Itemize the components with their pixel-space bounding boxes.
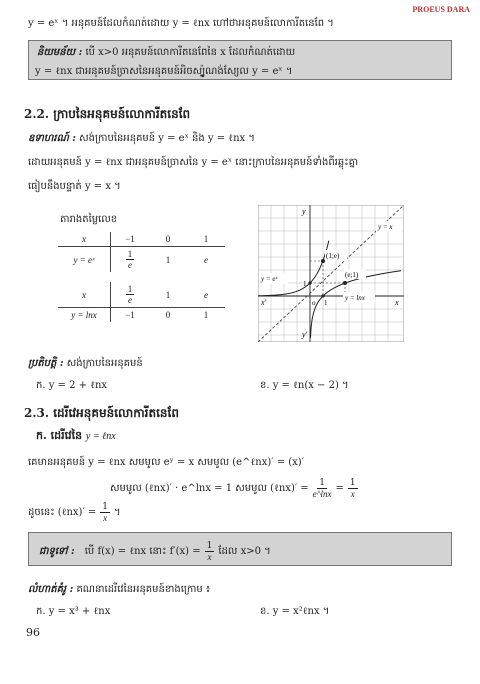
section-2-3-heading: [24, 405, 179, 423]
table-cell: −1: [125, 234, 135, 244]
table-cell: 1: [203, 310, 209, 320]
exercise-label: ប្រតិបត្តិ :: [28, 358, 64, 369]
paragraph-line: ធៀបនឹងបន្ទាត់ y = x ។: [28, 181, 121, 192]
label-y-axis: y: [302, 207, 306, 216]
exercise-item-b: ខ. y = x²ℓnx ។: [260, 606, 330, 617]
exercise-label: លំហាត់គំរូ :: [28, 584, 74, 595]
table-cell: 0: [165, 310, 171, 320]
label-x-prime: x': [261, 298, 267, 307]
point-e-1: [343, 281, 347, 285]
label-one-x: 1: [324, 299, 328, 307]
table-cell: −1: [125, 310, 135, 320]
intro-line: y = eˣ ។ អនុគមន៍ដែលកំណត់ដោយ y = ℓnx ហៅថាអនុគមន៍លោការីតនេពែ ។: [28, 18, 334, 29]
brand-header: PROEUS DARA: [412, 5, 470, 14]
value-table-exp: [58, 232, 225, 272]
definition-box: [28, 40, 452, 80]
exercise-item-a: ក. y = x³ + ℓnx: [36, 606, 111, 617]
function-graph: [258, 205, 404, 342]
point-1-e: [321, 259, 325, 263]
table-cell: x: [58, 232, 111, 247]
label-point-1-e: (1;e): [326, 252, 340, 260]
label-one-y: 1: [303, 280, 307, 288]
subheading-a: ក. ដេរីវេនៃ y = ℓnx: [36, 429, 116, 442]
exercise-text: សង់ក្រាបនៃអនុគមន៍: [66, 358, 143, 369]
section-title: ដេរីវេអនុគមន៍លោការីតនេពែ: [53, 406, 179, 420]
definition-line2: y = ℓnx ជាអនុគមន៍ច្រាសនៃអនុគមន៍អិចស្ប៉ូណង់ស្យែល y = eˣ ។: [35, 66, 293, 77]
derivation-line: គេមានអនុគមន៍ y = ℓnx សមមូល eʸ = x សមមូល (e^ℓnx)′ = (x)′: [28, 457, 304, 468]
table-cell: 0: [165, 234, 171, 244]
conclusion-line: ដូចនេះ (ℓnx)′ = $\frac{1}{x}$ ។: [28, 502, 121, 523]
section-title: ក្រាបនៃអនុគមន៍លោការីតនេពែ: [53, 107, 191, 121]
table-cell: x: [58, 282, 111, 308]
theorem-label: ជាទូទៅ :: [39, 546, 75, 557]
exercise-item-b: ខ. y = ℓn(x − 2) ។: [260, 380, 349, 391]
table-cell: y = eˣ: [58, 247, 111, 273]
label-y-prime: y': [302, 330, 308, 339]
paragraph-line: ដោយអនុគមន៍ y = ℓnx ជាអនុគមន៍ច្រាសនៃ y = eˣ នោះក្រាបនៃអនុគមន៍ទាំងពីរឆ្លុះគ្នា: [28, 157, 359, 168]
section-2-2-heading: [24, 106, 190, 124]
theorem-box: ជាទូទៅ : បើ f(x) = ℓnx នោះ f′(x) = $\frac{1}{x}$ ដែល x>0 ។: [28, 532, 452, 566]
table-caption: តារាងតម្លៃលេខ: [60, 214, 118, 225]
theorem-text: បើ f(x) = ℓnx នោះ f′(x) =: [84, 546, 201, 557]
value-table-ln: [58, 282, 225, 322]
label-y-equals-x: y = x: [378, 223, 393, 231]
exercise-text: គណនាដេរីវេនៃអនុគមន៍ខាងក្រោម ៖: [76, 584, 211, 595]
section-number: 2.3.: [24, 406, 50, 420]
table-cell: 1: [165, 254, 171, 265]
derivation-line: សមមូល (ℓnx)′ · e^lnx = 1 សមមូល (ℓnx)′ = $\frac{1}{e\^{}\ln x}$ = $\frac{1}{x}$: [110, 478, 356, 499]
example-text: សង់ក្រាបនៃអនុគមន៍ y = eˣ និង y = ℓnx ។: [79, 133, 255, 144]
definition-label: និយមន័យ :: [37, 47, 83, 58]
label-x-axis: x: [395, 298, 399, 307]
table-cell: 1: [203, 234, 209, 244]
label-origin: o: [312, 299, 316, 307]
label-point-e-1: (e;1): [345, 271, 359, 279]
label-exp: y = eˣ: [261, 275, 278, 283]
page-number: 96: [26, 626, 40, 639]
exercise-item-a: ក. y = 2 + ℓnx: [36, 380, 108, 391]
table-cell: $\frac{1}{e}$: [127, 249, 133, 270]
example-label: ឧទាហរណ៍ :: [28, 133, 76, 144]
section-number: 2.2.: [24, 107, 50, 121]
table-cell: $\frac{1}{e}$: [127, 284, 133, 305]
definition-line1: បើ x>0 អនុគមន៍លោការីតនេពែនៃ x ដែលកំណត់ដោយ: [85, 47, 296, 58]
table-cell: e: [204, 289, 208, 300]
table-cell: e: [204, 254, 208, 265]
table-cell: y = lnx: [58, 308, 111, 323]
label-ln: y = lnx: [345, 294, 365, 302]
table-cell: 1: [165, 289, 171, 300]
